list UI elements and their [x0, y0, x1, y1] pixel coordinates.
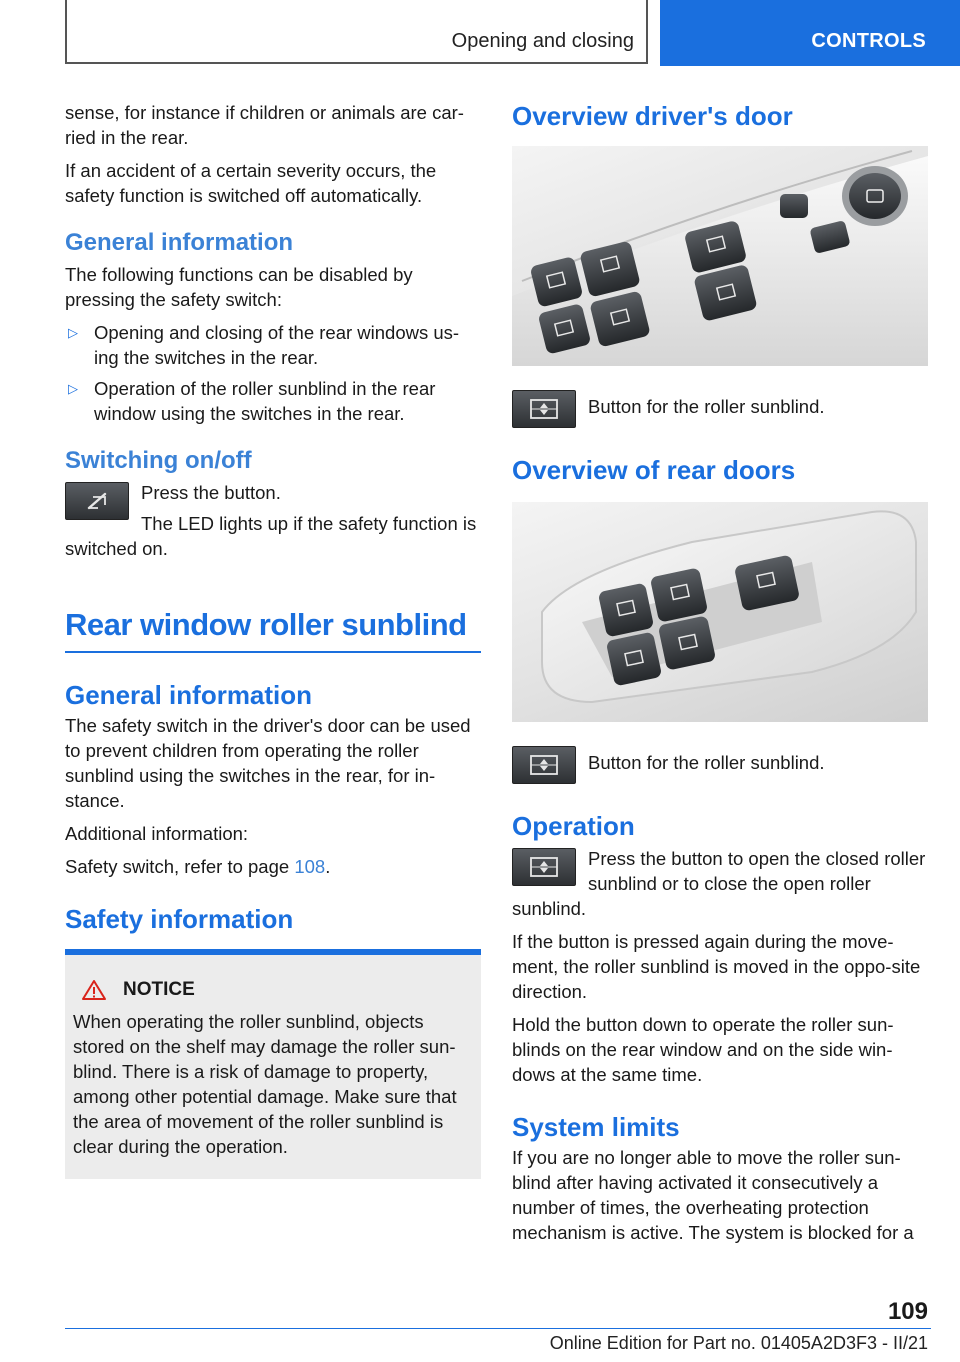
edition-footer: Online Edition for Part no. 01405A2D3F3 - II/21: [549, 1333, 928, 1353]
general-information-text: The following functions can be disabled by pressing the safety switch:: [65, 264, 413, 310]
safety-switch-row: [65, 480, 481, 569]
switching-heading: Switching on/off: [65, 447, 252, 474]
page-header: [0, 0, 960, 66]
section-title: Opening and closing: [451, 30, 634, 52]
driver-sunblind-caption: Button for the roller sunblind.: [588, 396, 825, 417]
page-number: 109: [887, 1298, 928, 1325]
intro-paragraph-1: sense, for instance if children or animals are car-ried in the rear.: [65, 102, 464, 148]
chapter-tab: [660, 0, 960, 66]
operation-row: [512, 846, 928, 921]
safety-switch-icon: [65, 482, 129, 520]
general-information-2-heading: General information: [65, 680, 313, 710]
general-information-2-text: The safety switch in the driver's door can be used to prevent children from operating the roller sunblind using the switches in the rear, for in-stance.: [65, 715, 471, 811]
notice-header: [73, 979, 467, 1001]
rear-doors-heading: Overview of rear doors: [512, 455, 796, 485]
bullet-arrow-icon: ▷: [68, 325, 78, 340]
notice-text: When operating the roller sunblind, objects stored on the shelf may damage the roller sun-blind. There is a risk of damage to property, among other potential damage. Make sure that the area of movement of the roller sunblind is clear during the operation.: [73, 1011, 457, 1157]
general-information-heading: General information: [65, 229, 294, 256]
bullet-arrow-icon: ▷: [68, 381, 78, 396]
driver-door-heading: Overview driver's door: [512, 101, 793, 131]
notice-label: NOTICE: [123, 979, 195, 1000]
chapter-title: CONTROLS: [811, 30, 926, 52]
notice-box: [65, 949, 481, 1179]
roller-sunblind-button-icon: [512, 746, 576, 784]
operation-text-1: Press the button to open the closed roller sunblind or to close the open roller sunblind.: [512, 848, 926, 919]
operation-heading: Operation: [512, 811, 635, 841]
operation-text-2: If the button is pressed again during the move-ment, the roller sunblind is moved in the oppo-site direction.: [512, 931, 921, 1002]
safety-information-heading: Safety information: [65, 904, 294, 934]
page-link[interactable]: 108: [294, 856, 326, 877]
roller-sunblind-button-icon: [512, 390, 576, 428]
footer-divider: [65, 1328, 931, 1329]
rear-sunblind-caption: Button for the roller sunblind.: [588, 752, 825, 773]
system-limits-heading: System limits: [512, 1112, 680, 1142]
list-item: ▷ Opening and closing of the rear windows us-ing the switches in the rear.: [68, 322, 460, 368]
rear-door-photo: [512, 502, 928, 722]
warning-triangle-icon: [81, 979, 107, 1001]
system-limits-text: If you are no longer able to move the roller sun-blind after having activated it consecutively a number of times, the overheating protection mechanism is active. The system is blocked for a: [512, 1147, 914, 1243]
additional-information-label: Additional information:: [65, 823, 249, 844]
list-item: ▷ Operation of the roller sunblind in the rear window using the switches in the rear.: [68, 378, 436, 424]
rear-sunblind-row: [512, 744, 928, 790]
operation-text-3: Hold the button down to operate the roller sun-blinds on the rear window and on the side win-dows at the same time.: [512, 1014, 894, 1085]
driver-sunblind-row: [512, 388, 928, 434]
chapter-heading: Rear window roller sunblind: [65, 607, 481, 653]
left-column: [65, 100, 481, 1179]
right-column: [512, 100, 928, 1253]
switch-text-1: Press the button.: [141, 482, 281, 503]
section-tab: [65, 0, 648, 64]
roller-sunblind-button-icon: [512, 848, 576, 886]
safety-switch-reference: Safety switch, refer to page 108.: [65, 856, 331, 877]
intro-paragraph-2: If an accident of a certain severity occurs, the safety function is switched off automatically.: [65, 160, 437, 206]
switch-text-2: The LED lights up if the safety function is switched on.: [65, 513, 477, 559]
function-list: [65, 320, 481, 426]
driver-door-photo: [512, 146, 928, 366]
